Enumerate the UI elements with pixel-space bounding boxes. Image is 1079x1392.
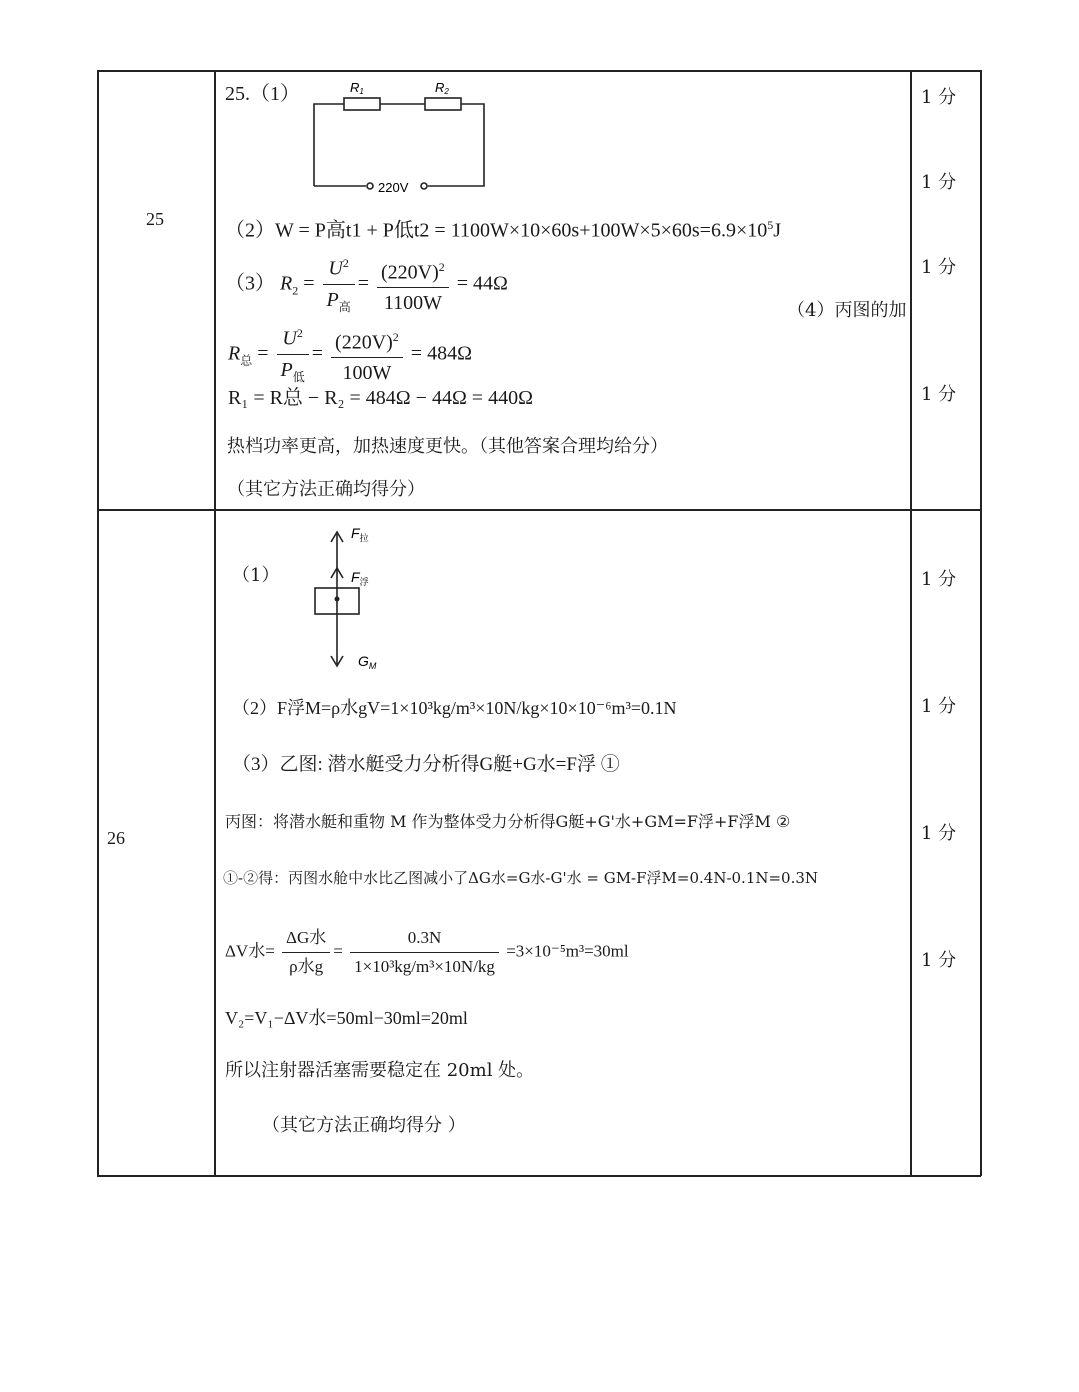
r2-label: R2: [435, 80, 449, 96]
q26-score-2: 1 分: [921, 696, 957, 717]
q25-part2-exp: 5: [767, 218, 774, 232]
rt-den: P: [280, 358, 293, 381]
resistor-r1: [344, 98, 380, 110]
r2-sub: 2: [292, 283, 299, 298]
rt-result: = 484Ω: [410, 342, 472, 365]
q26-score-3: 1 分: [921, 823, 957, 844]
q25-r2-equation: （3） $R_2$ = $\frac{U^2}{P_高}$ = $\frac{(220V)^2}{1100W}$ = 44Ω: [225, 250, 508, 320]
q25-part2-label: （2）: [225, 219, 275, 242]
q26-conclusion: 所以注射器活塞需要稳定在 20ml 处。: [225, 1060, 535, 1081]
r2-result: = 44Ω: [456, 272, 508, 295]
q25-part2-unit: J: [773, 219, 782, 242]
q26-part3b: 丙图：将潜水艇和重物 M 作为整体受力分析得G艇+G'水+GM=F浮+F浮M ②: [225, 812, 791, 831]
dv-den1: ρ水g: [289, 957, 324, 976]
q25-score-1: 1 分: [921, 87, 957, 108]
row-divider: [97, 509, 981, 511]
q26-v2-equation: V₂=V₁−ΔV水=50ml−30ml=20ml: [225, 1008, 468, 1028]
q25-part2-expr: W = P高t1 + P低t2 = 1100W×10×60s+100W×5×60s=6.9×10: [275, 219, 768, 242]
dv-den2: 1×10³kg/m³×10N/kg: [354, 957, 495, 976]
gravity-label: $G_M$: [358, 653, 377, 670]
q25-note: （其它方法正确均得分）: [227, 479, 425, 500]
circuit-wire-left: [314, 104, 344, 186]
rt-sub: 总: [240, 353, 253, 368]
q26-part2: （2）F浮M=ρ水gV=1×10³kg/m³×10N/kg×10×10⁻⁶m³=0.1N: [232, 698, 677, 718]
dv-left: ΔV水=: [225, 941, 275, 961]
q25-score-4: 1 分: [921, 384, 957, 405]
r2-symbol: R: [280, 272, 293, 295]
q25-conclusion: 热档功率更高，加热速度更快。（其他答案合理均给分）: [227, 436, 668, 457]
rt-symbol: R: [228, 342, 241, 365]
table-right-border: [980, 70, 982, 1176]
r2-den: P: [326, 288, 339, 311]
dv-fraction-2: [350, 926, 499, 979]
rt-den2: 100W: [342, 362, 392, 385]
table-bottom-border: [97, 1175, 981, 1177]
r2-fraction-2: [377, 254, 449, 317]
q26-score-1: 1 分: [921, 569, 957, 590]
question-26-number: 26: [107, 828, 125, 848]
q26-score-4: 1 分: [921, 950, 957, 971]
q25-score-3: 1 分: [921, 257, 957, 278]
r1-label: R1: [350, 80, 364, 96]
column-divider-2: [910, 70, 912, 1176]
table-top-border: [97, 70, 981, 72]
q26-part3: （3）乙图: 潜水艇受力分析得G艇+G水=F浮 ①: [232, 754, 620, 775]
r2-num2: (220V): [381, 261, 439, 284]
q26-part3c: ①-②得：丙图水舱中水比乙图减小了ΔG水=G水-G'水 = GM-F浮M=0.4N-0.1N=0.3N: [223, 869, 819, 887]
rt-num2: (220V): [335, 331, 393, 354]
r2-fraction-1: [323, 250, 355, 320]
q25-part4-label: （4）丙图的加: [787, 300, 907, 321]
pull-force-label: $F_拉$: [351, 525, 369, 543]
r2-den2: 1100W: [383, 292, 442, 315]
q26-note: （其它方法正确均得分 ）: [262, 1115, 466, 1136]
terminal-left: [367, 183, 373, 189]
terminal-right: [421, 183, 427, 189]
rt-num2-sup: 2: [392, 329, 399, 344]
r2-num: U: [328, 257, 343, 280]
q25-rtotal-equation: $R_总$ = $\frac{U^2}{P_低}$ = $\frac{(220V)^2}{100W}$ = 484Ω: [228, 320, 472, 390]
force-diagram: [300, 520, 420, 670]
buoyancy-label: $F_浮$: [351, 569, 369, 587]
dv-fraction-1: [282, 926, 330, 979]
rt-num-sup: 2: [296, 326, 303, 340]
q25-part2: [225, 214, 781, 242]
dv-num1: ΔG水: [282, 926, 330, 953]
q26-part1-label: （1）: [232, 565, 280, 586]
dv-num2: 0.3N: [350, 926, 499, 953]
q26-dv-equation: ΔV水= $\frac{\text{ΔG水}}{\text{ρ水g}}$ = $\frac{0.3N}{\text{1×10³kg/m³×10N/kg}}$ =3×10⁻⁵m³=30ml: [225, 926, 629, 979]
column-divider-1: [214, 70, 216, 1176]
r2-num2-sup: 2: [438, 259, 445, 274]
q25-part1-label: 25.（1）: [225, 83, 300, 105]
resistor-r2: [425, 98, 461, 110]
q25-part3-label: （3）: [225, 272, 275, 295]
dv-result: =3×10⁻⁵m³=30ml: [506, 941, 629, 961]
q25-score-2: 1 分: [921, 172, 957, 193]
table-left-border: [97, 70, 99, 1176]
voltage-label: 220V: [378, 180, 409, 195]
rt-den-sub: 低: [292, 369, 305, 384]
q25-r1-equation: R₁ = R总 − R₂ = 484Ω − 44Ω = 440Ω: [228, 387, 533, 409]
rt-num: U: [282, 327, 297, 350]
rt-fraction-2: [331, 324, 403, 387]
rt-fraction-1: [277, 320, 309, 390]
r2-den-sub: 高: [338, 299, 351, 314]
question-25-number: 25: [146, 209, 164, 229]
circuit-diagram: [300, 78, 500, 198]
r2-num-sup: 2: [342, 256, 349, 270]
center-dot: [335, 597, 340, 602]
circuit-wire-right: [428, 104, 484, 186]
